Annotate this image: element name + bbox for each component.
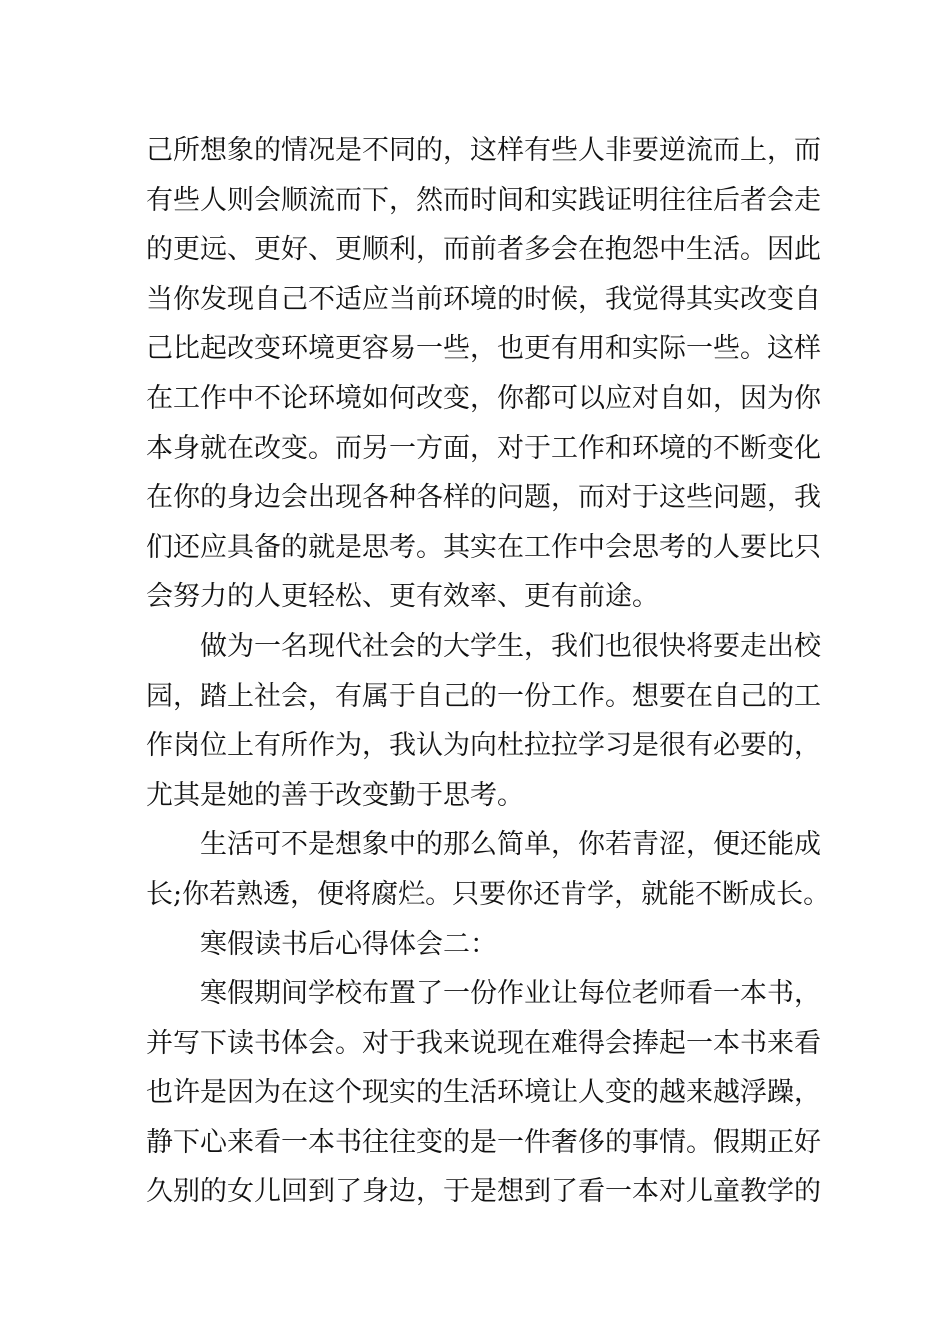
text-line: 当你发现自己不适应当前环境的时候，我觉得其实改变自 <box>146 283 821 315</box>
text-line: 本身就在改变。而另一方面，对于工作和环境的不断变化 <box>146 432 821 464</box>
text-line: 并写下读书体会。对于我来说现在难得会捧起一本书来看 <box>146 1027 821 1059</box>
text-line: 有些人则会顺流而下，然而时间和实践证明往往后者会走 <box>146 184 821 216</box>
text-line: 会努力的人更轻松、更有效率、更有前途。 <box>146 581 659 613</box>
text-line: 作岗位上有所作为，我认为向杜拉拉学习是很有必要的， <box>146 730 821 762</box>
text-line: 尤其是她的善于改变勤于思考。 <box>146 779 524 811</box>
text-line: 园，踏上社会，有属于自己的一份工作。想要在自己的工 <box>146 680 821 712</box>
paragraph-start-line: 生活可不是想象中的那么简单，你若青涩，便还能成 <box>200 829 821 861</box>
text-line: 己比起改变环境更容易一些，也更有用和实际一些。这样 <box>146 333 821 365</box>
text-line: 在工作中不论环境如何改变，你都可以应对自如，因为你 <box>146 382 821 414</box>
text-line: 的更远、更好、更顺利，而前者多会在抱怨中生活。因此 <box>146 234 821 266</box>
text-line: 长;你若熟透，便将腐烂。只要你还肯学，就能不断成长。 <box>146 878 831 910</box>
text-line: 静下心来看一本书往往变的是一件奢侈的事情。假期正好 <box>146 1126 821 1158</box>
text-line: 也许是因为在这个现实的生活环境让人变的越来越浮躁， <box>146 1077 821 1109</box>
paragraph-start-line: 寒假期间学校布置了一份作业让每位老师看一本书， <box>200 978 821 1010</box>
paragraph-start-line: 做为一名现代社会的大学生，我们也很快将要走出校 <box>200 630 821 662</box>
text-line: 己所想象的情况是不同的，这样有些人非要逆流而上，而 <box>146 135 821 166</box>
section-heading: 寒假读书后心得体会二： <box>200 928 497 960</box>
text-line: 在你的身边会出现各种各样的问题，而对于这些问题，我 <box>146 482 821 514</box>
document-body <box>146 126 831 1217</box>
text-line: 们还应具备的就是思考。其实在工作中会思考的人要比只 <box>146 531 821 563</box>
text-line: 久别的女儿回到了身边，于是想到了看一本对儿童教学的 <box>146 1176 821 1208</box>
